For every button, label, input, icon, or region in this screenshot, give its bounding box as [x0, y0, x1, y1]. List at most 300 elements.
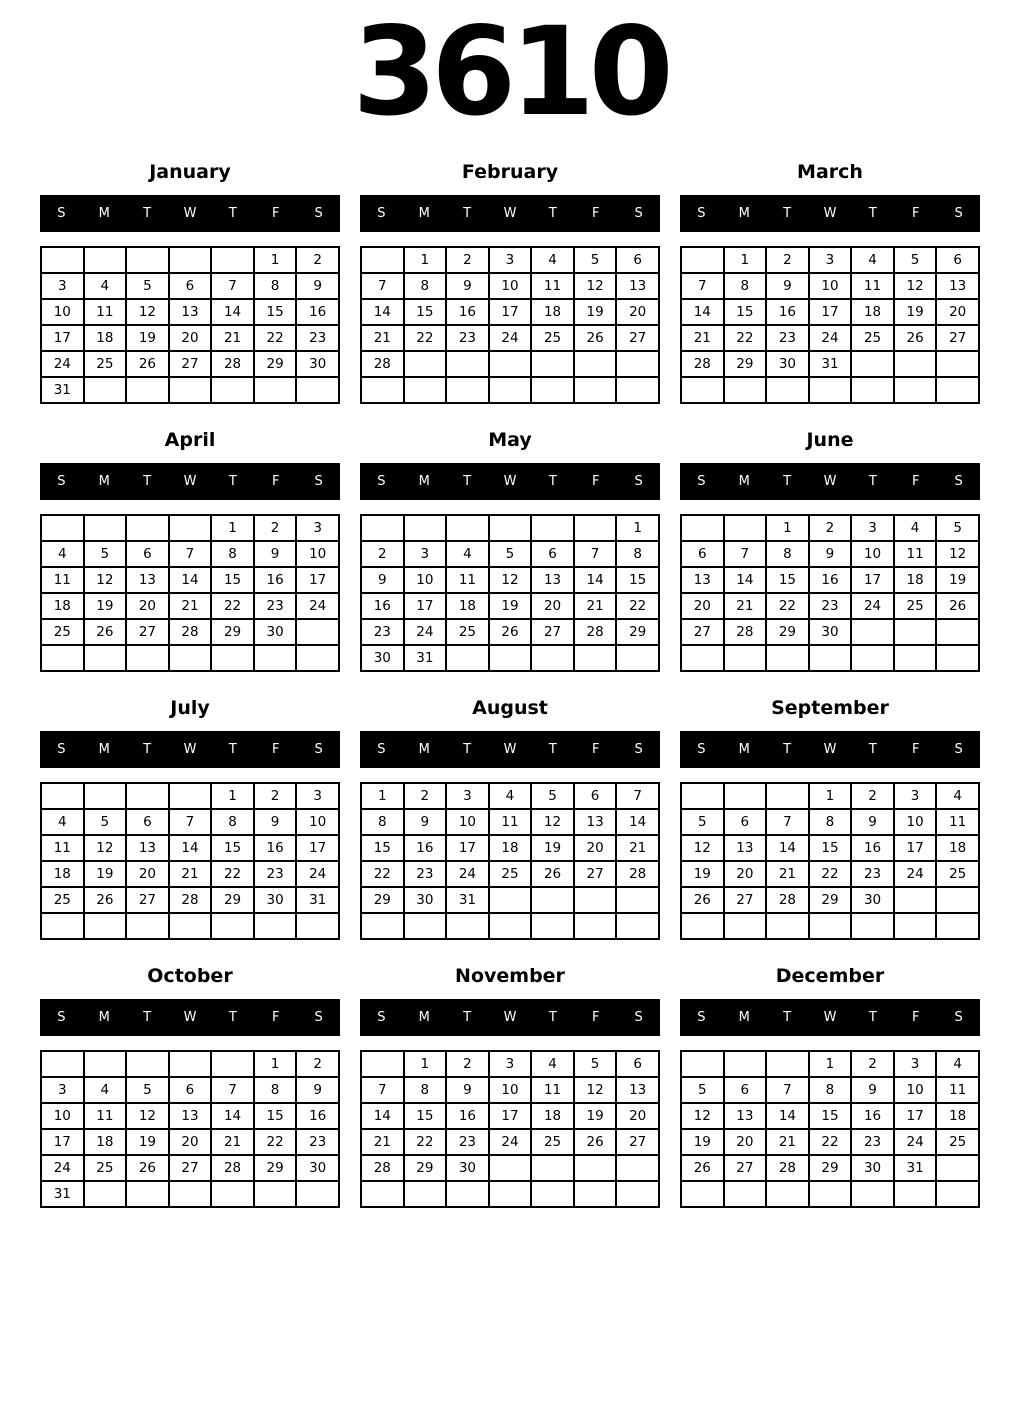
day-cell: 19: [531, 835, 574, 861]
empty-day-cell: [211, 913, 254, 939]
day-cell: 12: [894, 273, 937, 299]
day-cell: 31: [809, 351, 852, 377]
day-cell: 17: [489, 1103, 532, 1129]
weekday-label: F: [591, 206, 600, 222]
weekday-label: T: [143, 742, 152, 758]
empty-day-cell: [809, 377, 852, 403]
day-cell: 26: [574, 1129, 617, 1155]
weekday-header: [40, 731, 340, 768]
day-cell: 6: [126, 541, 169, 567]
week-row: [681, 1077, 979, 1103]
day-cell: 16: [809, 567, 852, 593]
day-cell: 13: [936, 273, 979, 299]
empty-day-cell: [936, 619, 979, 645]
day-cell: 29: [211, 619, 254, 645]
day-cell: 5: [574, 247, 617, 273]
month-grid: [360, 782, 660, 940]
empty-day-cell: [809, 1181, 852, 1207]
day-cell: 29: [809, 887, 852, 913]
day-cell: 29: [404, 1155, 447, 1181]
weekday-label: T: [548, 206, 557, 222]
empty-day-cell: [169, 645, 212, 671]
empty-day-cell: [574, 887, 617, 913]
weekday-header: [680, 731, 980, 768]
day-cell: 2: [361, 541, 404, 567]
day-cell: 17: [809, 299, 852, 325]
empty-day-cell: [616, 913, 659, 939]
day-cell: 14: [681, 299, 724, 325]
day-cell: 25: [936, 861, 979, 887]
weekday-label: M: [418, 742, 430, 758]
day-cell: 2: [446, 1051, 489, 1077]
day-cell: 6: [531, 541, 574, 567]
weekday-label: M: [738, 1010, 750, 1026]
day-cell: 12: [574, 1077, 617, 1103]
empty-day-cell: [211, 645, 254, 671]
day-cell: 28: [211, 1155, 254, 1181]
day-cell: 21: [169, 593, 212, 619]
weekday-label: S: [634, 474, 643, 490]
empty-day-cell: [489, 515, 532, 541]
empty-day-cell: [936, 645, 979, 671]
day-cell: 23: [296, 325, 339, 351]
day-cell: 10: [404, 567, 447, 593]
day-cell: 10: [446, 809, 489, 835]
day-cell: 4: [851, 247, 894, 273]
empty-day-cell: [41, 913, 84, 939]
week-row: [681, 247, 979, 273]
weekday-label: F: [271, 206, 280, 222]
day-cell: 8: [616, 541, 659, 567]
day-cell: 17: [894, 835, 937, 861]
empty-day-cell: [724, 515, 767, 541]
day-cell: 20: [616, 299, 659, 325]
week-row: [361, 299, 659, 325]
empty-day-cell: [254, 913, 297, 939]
day-cell: 20: [169, 325, 212, 351]
empty-day-cell: [41, 783, 84, 809]
month-title: April: [164, 429, 216, 452]
empty-day-cell: [211, 377, 254, 403]
day-cell: 22: [809, 1129, 852, 1155]
day-cell: 5: [126, 1077, 169, 1103]
day-cell: 15: [211, 835, 254, 861]
day-cell: 21: [766, 1129, 809, 1155]
week-row: [361, 887, 659, 913]
weekday-label: S: [697, 1010, 706, 1026]
day-cell: 2: [296, 1051, 339, 1077]
week-row: [361, 593, 659, 619]
day-cell: 14: [766, 835, 809, 861]
day-cell: 8: [766, 541, 809, 567]
empty-day-cell: [169, 247, 212, 273]
day-cell: 23: [404, 861, 447, 887]
weekday-label: M: [98, 1010, 110, 1026]
day-cell: 13: [616, 1077, 659, 1103]
week-row: [361, 377, 659, 403]
day-cell: 21: [211, 325, 254, 351]
week-row: [41, 809, 339, 835]
weekday-label: M: [418, 1010, 430, 1026]
weekday-header: [680, 195, 980, 232]
week-row: [41, 567, 339, 593]
empty-day-cell: [574, 377, 617, 403]
day-cell: 27: [169, 1155, 212, 1181]
month-title: September: [771, 697, 889, 720]
empty-day-cell: [169, 515, 212, 541]
day-cell: 27: [936, 325, 979, 351]
day-cell: 19: [681, 861, 724, 887]
day-cell: 26: [936, 593, 979, 619]
day-cell: 25: [41, 887, 84, 913]
weekday-label: F: [911, 474, 920, 490]
month-grid: [360, 246, 660, 404]
day-cell: 4: [446, 541, 489, 567]
month-grid: [40, 782, 340, 940]
weekday-label: S: [697, 206, 706, 222]
empty-day-cell: [446, 351, 489, 377]
day-cell: 3: [446, 783, 489, 809]
empty-day-cell: [724, 913, 767, 939]
weekday-label: T: [548, 474, 557, 490]
weekday-label: F: [911, 1010, 920, 1026]
day-cell: 9: [296, 273, 339, 299]
week-row: [41, 377, 339, 403]
day-cell: 9: [254, 541, 297, 567]
day-cell: 7: [616, 783, 659, 809]
week-row: [681, 887, 979, 913]
day-cell: 10: [489, 1077, 532, 1103]
weekday-label: F: [591, 1010, 600, 1026]
weekday-label: S: [697, 742, 706, 758]
day-cell: 12: [681, 1103, 724, 1129]
day-cell: 16: [404, 835, 447, 861]
month-june: [680, 430, 980, 672]
day-cell: 15: [809, 835, 852, 861]
empty-day-cell: [296, 1181, 339, 1207]
empty-day-cell: [296, 377, 339, 403]
empty-day-cell: [851, 645, 894, 671]
day-cell: 20: [936, 299, 979, 325]
week-row: [41, 273, 339, 299]
day-cell: 13: [724, 835, 767, 861]
day-cell: 29: [254, 1155, 297, 1181]
day-cell: 9: [446, 273, 489, 299]
day-cell: 23: [766, 325, 809, 351]
day-cell: 25: [894, 593, 937, 619]
day-cell: 26: [489, 619, 532, 645]
day-cell: 19: [84, 593, 127, 619]
day-cell: 3: [41, 273, 84, 299]
day-cell: 15: [361, 835, 404, 861]
empty-day-cell: [404, 351, 447, 377]
month-grid: [40, 1050, 340, 1208]
day-cell: 3: [851, 515, 894, 541]
day-cell: 5: [936, 515, 979, 541]
day-cell: 13: [169, 1103, 212, 1129]
weekday-label: S: [377, 1010, 386, 1026]
day-cell: 31: [446, 887, 489, 913]
weekday-label: M: [738, 206, 750, 222]
week-row: [361, 1051, 659, 1077]
day-cell: 5: [574, 1051, 617, 1077]
month-title: February: [461, 161, 559, 184]
month-title: May: [488, 429, 532, 452]
month-march: [680, 162, 980, 404]
empty-day-cell: [681, 247, 724, 273]
day-cell: 26: [574, 325, 617, 351]
empty-day-cell: [404, 1181, 447, 1207]
week-row: [681, 593, 979, 619]
day-cell: 31: [404, 645, 447, 671]
day-cell: 6: [169, 273, 212, 299]
day-cell: 7: [169, 809, 212, 835]
day-cell: 16: [766, 299, 809, 325]
day-cell: 20: [531, 593, 574, 619]
weekday-header: [40, 999, 340, 1036]
day-cell: 11: [446, 567, 489, 593]
day-cell: 1: [809, 1051, 852, 1077]
week-row: [681, 1129, 979, 1155]
day-cell: 24: [41, 1155, 84, 1181]
empty-day-cell: [936, 351, 979, 377]
weekday-label: M: [738, 742, 750, 758]
day-cell: 20: [724, 861, 767, 887]
day-cell: 26: [84, 887, 127, 913]
weekday-label: T: [783, 1010, 792, 1026]
weekday-label: T: [783, 206, 792, 222]
day-cell: 25: [446, 619, 489, 645]
day-cell: 24: [296, 593, 339, 619]
day-cell: 1: [404, 247, 447, 273]
day-cell: 22: [766, 593, 809, 619]
weekday-label: W: [823, 206, 837, 222]
day-cell: 1: [211, 515, 254, 541]
day-cell: 19: [894, 299, 937, 325]
week-row: [681, 619, 979, 645]
day-cell: 7: [169, 541, 212, 567]
week-row: [681, 567, 979, 593]
day-cell: 22: [616, 593, 659, 619]
empty-day-cell: [574, 645, 617, 671]
empty-day-cell: [574, 913, 617, 939]
weekday-label: T: [228, 474, 237, 490]
empty-day-cell: [531, 515, 574, 541]
empty-day-cell: [766, 377, 809, 403]
empty-day-cell: [574, 515, 617, 541]
day-cell: 24: [41, 351, 84, 377]
day-cell: 11: [936, 1077, 979, 1103]
day-cell: 12: [531, 809, 574, 835]
day-cell: 12: [84, 567, 127, 593]
empty-day-cell: [809, 645, 852, 671]
day-cell: 29: [254, 351, 297, 377]
week-row: [361, 835, 659, 861]
month-title: November: [455, 965, 565, 988]
day-cell: 18: [489, 835, 532, 861]
weekday-label: S: [954, 206, 963, 222]
week-row: [681, 351, 979, 377]
day-cell: 26: [894, 325, 937, 351]
empty-day-cell: [616, 377, 659, 403]
empty-day-cell: [574, 351, 617, 377]
weekday-label: W: [183, 206, 197, 222]
day-cell: 7: [211, 1077, 254, 1103]
week-row: [41, 247, 339, 273]
day-cell: 4: [531, 247, 574, 273]
weekday-label: F: [271, 474, 280, 490]
day-cell: 9: [296, 1077, 339, 1103]
day-cell: 3: [296, 515, 339, 541]
day-cell: 13: [169, 299, 212, 325]
day-cell: 23: [446, 1129, 489, 1155]
weekday-label: S: [634, 742, 643, 758]
day-cell: 18: [531, 299, 574, 325]
day-cell: 2: [851, 783, 894, 809]
day-cell: 3: [296, 783, 339, 809]
empty-day-cell: [616, 645, 659, 671]
day-cell: 19: [126, 325, 169, 351]
day-cell: 13: [616, 273, 659, 299]
day-cell: 9: [809, 541, 852, 567]
day-cell: 13: [126, 567, 169, 593]
empty-day-cell: [681, 515, 724, 541]
day-cell: 3: [404, 541, 447, 567]
day-cell: 1: [211, 783, 254, 809]
weekday-label: T: [228, 1010, 237, 1026]
month-july: [40, 698, 340, 940]
weekday-label: T: [228, 206, 237, 222]
empty-day-cell: [809, 913, 852, 939]
week-row: [361, 913, 659, 939]
day-cell: 25: [41, 619, 84, 645]
day-cell: 17: [296, 835, 339, 861]
day-cell: 29: [361, 887, 404, 913]
day-cell: 28: [169, 887, 212, 913]
month-grid: [40, 514, 340, 672]
day-cell: 5: [126, 273, 169, 299]
empty-day-cell: [211, 1181, 254, 1207]
day-cell: 16: [254, 835, 297, 861]
day-cell: 14: [169, 567, 212, 593]
empty-day-cell: [489, 1181, 532, 1207]
empty-day-cell: [681, 1051, 724, 1077]
empty-day-cell: [126, 377, 169, 403]
day-cell: 28: [681, 351, 724, 377]
day-cell: 12: [126, 299, 169, 325]
day-cell: 15: [616, 567, 659, 593]
empty-day-cell: [681, 783, 724, 809]
month-grid: [360, 1050, 660, 1208]
day-cell: 27: [169, 351, 212, 377]
weekday-label: F: [911, 206, 920, 222]
week-row: [681, 1103, 979, 1129]
day-cell: 20: [169, 1129, 212, 1155]
empty-day-cell: [489, 377, 532, 403]
day-cell: 21: [169, 861, 212, 887]
day-cell: 17: [851, 567, 894, 593]
day-cell: 13: [531, 567, 574, 593]
week-row: [41, 861, 339, 887]
empty-day-cell: [296, 913, 339, 939]
empty-day-cell: [361, 377, 404, 403]
empty-day-cell: [724, 783, 767, 809]
empty-day-cell: [531, 377, 574, 403]
day-cell: 2: [296, 247, 339, 273]
day-cell: 23: [361, 619, 404, 645]
day-cell: 24: [296, 861, 339, 887]
week-row: [361, 515, 659, 541]
empty-day-cell: [681, 1181, 724, 1207]
day-cell: 22: [404, 1129, 447, 1155]
day-cell: 6: [574, 783, 617, 809]
week-row: [41, 515, 339, 541]
empty-day-cell: [894, 645, 937, 671]
weekday-label: F: [911, 742, 920, 758]
day-cell: 17: [404, 593, 447, 619]
empty-day-cell: [894, 913, 937, 939]
day-cell: 23: [809, 593, 852, 619]
empty-day-cell: [211, 1051, 254, 1077]
empty-day-cell: [296, 619, 339, 645]
day-cell: 13: [724, 1103, 767, 1129]
day-cell: 19: [574, 299, 617, 325]
day-cell: 18: [84, 1129, 127, 1155]
empty-day-cell: [404, 515, 447, 541]
day-cell: 29: [616, 619, 659, 645]
day-cell: 30: [404, 887, 447, 913]
day-cell: 14: [766, 1103, 809, 1129]
day-cell: 22: [809, 861, 852, 887]
day-cell: 12: [126, 1103, 169, 1129]
day-cell: 23: [296, 1129, 339, 1155]
week-row: [41, 1155, 339, 1181]
weekday-header: [40, 195, 340, 232]
week-row: [361, 1155, 659, 1181]
day-cell: 8: [211, 541, 254, 567]
month-grid: [680, 246, 980, 404]
day-cell: 20: [724, 1129, 767, 1155]
weekday-label: T: [143, 474, 152, 490]
weekday-label: W: [183, 1010, 197, 1026]
day-cell: 6: [169, 1077, 212, 1103]
day-cell: 14: [574, 567, 617, 593]
week-row: [41, 783, 339, 809]
day-cell: 9: [446, 1077, 489, 1103]
day-cell: 2: [254, 783, 297, 809]
day-cell: 17: [296, 567, 339, 593]
weekday-label: S: [634, 1010, 643, 1026]
empty-day-cell: [404, 913, 447, 939]
month-title: August: [472, 697, 548, 720]
day-cell: 7: [681, 273, 724, 299]
day-cell: 24: [894, 1129, 937, 1155]
day-cell: 26: [681, 1155, 724, 1181]
day-cell: 4: [84, 273, 127, 299]
empty-day-cell: [169, 913, 212, 939]
empty-day-cell: [84, 1181, 127, 1207]
day-cell: 10: [41, 299, 84, 325]
empty-day-cell: [851, 377, 894, 403]
day-cell: 5: [84, 809, 127, 835]
day-cell: 28: [616, 861, 659, 887]
empty-day-cell: [361, 515, 404, 541]
day-cell: 30: [851, 887, 894, 913]
day-cell: 14: [361, 1103, 404, 1129]
day-cell: 10: [894, 1077, 937, 1103]
day-cell: 12: [574, 273, 617, 299]
day-cell: 16: [851, 835, 894, 861]
